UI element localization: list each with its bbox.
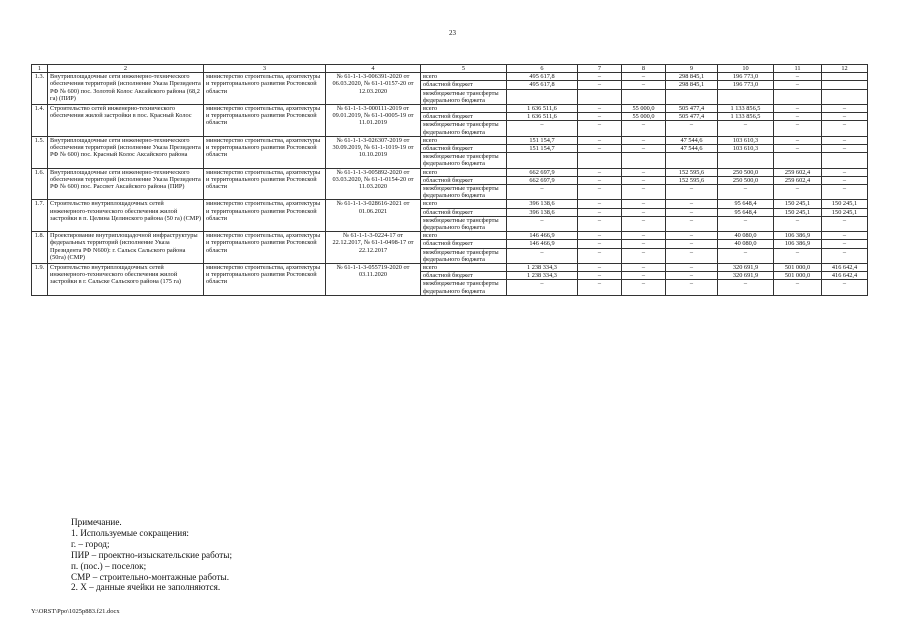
amount-cell: –: [718, 185, 774, 200]
amount-cell: –: [822, 240, 868, 248]
funding-source-cell: межбюджетные трансферты федерального бюджета: [421, 89, 507, 104]
amount-cell: 150 245,1: [822, 208, 868, 216]
funding-source-cell: областной бюджет: [421, 176, 507, 184]
amount-cell: 1 238 334,3: [507, 264, 578, 272]
amount-cell: 1 636 511,6: [507, 105, 578, 113]
funding-source-cell: межбюджетные трансферты федерального бюджета: [421, 185, 507, 200]
amount-cell: –: [578, 73, 622, 81]
item-number-cell: 1.3.: [32, 73, 48, 105]
funding-source-cell: межбюджетные трансферты федерального бюджета: [421, 121, 507, 136]
funding-source-cell: межбюджетные трансферты федерального бюджета: [421, 280, 507, 295]
amount-cell: [578, 89, 622, 104]
amount-cell: –: [822, 105, 868, 113]
ministry-cell: министерство строительства, архитектуры и территориального развития Ростовской области: [204, 73, 326, 105]
amount-cell: 250 500,0: [718, 176, 774, 184]
funding-source-cell: областной бюджет: [421, 208, 507, 216]
amount-cell: –: [578, 176, 622, 184]
amount-cell: 1 238 334,3: [507, 272, 578, 280]
amount-cell: 150 245,1: [822, 200, 868, 208]
document-cell: № 61-1-1-3-005892-2020 от 03.03.2020, № 61-1-0154-20 от 11.03.2020: [326, 168, 421, 200]
amount-cell: –: [578, 185, 622, 200]
column-header: 2: [48, 65, 204, 73]
item-number-cell: 1.8.: [32, 232, 48, 264]
ministry-cell: министерство строительства, архитектуры и территориального развития Ростовской области: [204, 105, 326, 137]
amount-cell: 106 386,9: [774, 240, 822, 248]
amount-cell: –: [578, 248, 622, 263]
amount-cell: –: [622, 168, 666, 176]
amount-cell: [774, 89, 822, 104]
amount-cell: –: [578, 145, 622, 153]
amount-cell: –: [622, 208, 666, 216]
amount-cell: 55 000,0: [622, 105, 666, 113]
funding-source-cell: областной бюджет: [421, 81, 507, 89]
ministry-cell: министерство строительства, архитектуры и территориального развития Ростовской области: [204, 232, 326, 264]
amount-cell: –: [822, 248, 868, 263]
note-line: п. (пос.) – поселок;: [71, 560, 147, 571]
amount-cell: 1 636 511,6: [507, 113, 578, 121]
amount-cell: –: [578, 240, 622, 248]
amount-cell: –: [666, 248, 718, 263]
amount-cell: –: [622, 200, 666, 208]
column-header: 9: [666, 65, 718, 73]
amount-cell: –: [666, 121, 718, 136]
amount-cell: –: [578, 121, 622, 136]
amount-cell: 505 477,4: [666, 113, 718, 121]
amount-cell: 259 602,4: [774, 168, 822, 176]
amount-cell: [822, 81, 868, 89]
note-block: [71, 517, 232, 593]
amount-cell: 396 138,6: [507, 208, 578, 216]
amount-cell: [622, 89, 666, 104]
amount-cell: –: [622, 136, 666, 144]
funding-source-cell: областной бюджет: [421, 145, 507, 153]
amount-cell: –: [578, 168, 622, 176]
funding-source-cell: областной бюджет: [421, 272, 507, 280]
amount-cell: –: [578, 264, 622, 272]
amount-cell: 662 697,9: [507, 176, 578, 184]
amount-cell: –: [666, 264, 718, 272]
amount-cell: [507, 153, 578, 168]
note-line: СМР – строительно-монтажные работы.: [71, 571, 229, 582]
amount-cell: –: [578, 200, 622, 208]
column-header: 4: [326, 65, 421, 73]
amount-cell: –: [822, 168, 868, 176]
amount-cell: –: [578, 81, 622, 89]
amount-cell: 396 138,6: [507, 200, 578, 208]
amount-cell: –: [774, 105, 822, 113]
table-row: [32, 232, 868, 240]
amount-cell: –: [578, 216, 622, 231]
amount-cell: 501 000,0: [774, 264, 822, 272]
amount-cell: 103 610,3: [718, 136, 774, 144]
amount-cell: –: [822, 185, 868, 200]
amount-cell: –: [622, 272, 666, 280]
table-row: [32, 264, 868, 272]
ministry-cell: министерство строительства, архитектуры и территориального развития Ростовской области: [204, 200, 326, 232]
amount-cell: –: [774, 145, 822, 153]
amount-cell: 106 386,9: [774, 232, 822, 240]
item-number-cell: 1.5.: [32, 136, 48, 168]
funding-source-cell: всего: [421, 168, 507, 176]
amount-cell: 1 133 856,5: [718, 105, 774, 113]
amount-cell: 146 466,9: [507, 240, 578, 248]
item-name-cell: Строительство сетей инженерно-технического обеспечения жилой застройки в пос. Красный Колос: [48, 105, 204, 137]
amount-cell: –: [622, 176, 666, 184]
table-row: [32, 200, 868, 208]
amount-cell: –: [774, 136, 822, 144]
amount-cell: –: [666, 200, 718, 208]
amount-cell: [666, 153, 718, 168]
item-number-cell: 1.6.: [32, 168, 48, 200]
amount-cell: –: [622, 73, 666, 81]
budget-table: [31, 64, 868, 296]
amount-cell: 196 773,0: [718, 73, 774, 81]
amount-cell: –: [718, 121, 774, 136]
note-line: г. – город;: [71, 538, 110, 549]
funding-source-cell: межбюджетные трансферты федерального бюджета: [421, 153, 507, 168]
amount-cell: 47 544,6: [666, 136, 718, 144]
column-header: 8: [622, 65, 666, 73]
amount-cell: 320 691,9: [718, 264, 774, 272]
document-cell: № 61-1-1-3-000111-2019 от 09.01.2019, № 61-1-0005-19 от 11.01.2019: [326, 105, 421, 137]
amount-cell: –: [666, 272, 718, 280]
amount-cell: –: [507, 248, 578, 263]
item-name-cell: Внутриплощадочные сети инженерно-технического обеспечения территорий (исполнение Указа Президента РФ № 600) пос. Красный Колос Аксайского района: [48, 136, 204, 168]
amount-cell: 151 154,7: [507, 136, 578, 144]
column-header: 3: [204, 65, 326, 73]
amount-cell: –: [774, 81, 822, 89]
item-number-cell: 1.7.: [32, 200, 48, 232]
amount-cell: 55 000,0: [622, 113, 666, 121]
amount-cell: –: [622, 145, 666, 153]
column-header: 11: [774, 65, 822, 73]
amount-cell: 495 617,8: [507, 73, 578, 81]
amount-cell: –: [774, 185, 822, 200]
amount-cell: 146 466,9: [507, 232, 578, 240]
amount-cell: 320 691,9: [718, 272, 774, 280]
funding-source-cell: межбюджетные трансферты федерального бюджета: [421, 216, 507, 231]
amount-cell: –: [774, 280, 822, 295]
column-header: 5: [421, 65, 507, 73]
amount-cell: 416 642,4: [822, 272, 868, 280]
table-row: [32, 105, 868, 113]
funding-source-cell: всего: [421, 200, 507, 208]
note-line: 1. Используемые сокращения:: [71, 527, 189, 538]
item-number-cell: 1.4.: [32, 105, 48, 137]
column-header: 6: [507, 65, 578, 73]
amount-cell: –: [774, 216, 822, 231]
column-header: 1: [32, 65, 48, 73]
amount-cell: –: [622, 121, 666, 136]
amount-cell: –: [822, 232, 868, 240]
table-row: [32, 73, 868, 81]
amount-cell: [822, 89, 868, 104]
amount-cell: –: [666, 216, 718, 231]
amount-cell: [774, 153, 822, 168]
amount-cell: –: [666, 185, 718, 200]
item-name-cell: Внутриплощадочные сети инженерно-технического обеспечения территорий (исполнение Указа Президента РФ № 600) пос. Рассвет Аксайского района (ПИР): [48, 168, 204, 200]
amount-cell: [718, 153, 774, 168]
item-name-cell: Внутриплощадочные сети инженерно-технического обеспечения территорий (исполнение Указа Президента РФ № 600) пос. Золотой Колос Аксайского района (68,2 га) (ПИР): [48, 73, 204, 105]
column-header: 12: [822, 65, 868, 73]
amount-cell: 103 610,3: [718, 145, 774, 153]
amount-cell: 501 000,0: [774, 272, 822, 280]
amount-cell: 95 648,4: [718, 200, 774, 208]
header-row: [32, 65, 868, 73]
item-name-cell: Проектирование внутриплощадочной инфраструктуры федеральных территорий (исполнение Указа Президента РФ N600): г. Сальск Сальского района (50га) (СМР): [48, 232, 204, 264]
note-line: 2. Х – данные ячейки не заполняются.: [71, 582, 221, 593]
amount-cell: 40 080,0: [718, 232, 774, 240]
amount-cell: –: [822, 136, 868, 144]
table-row: [32, 168, 868, 176]
amount-cell: 298 845,1: [666, 73, 718, 81]
column-header: 7: [578, 65, 622, 73]
amount-cell: –: [622, 185, 666, 200]
item-name-cell: Строительство внутриплощадочных сетей инженерного-технического обеспечения жилой застройки в г. Сальске Сальского района (175 га): [48, 264, 204, 296]
amount-cell: 152 595,6: [666, 168, 718, 176]
amount-cell: –: [718, 248, 774, 263]
funding-source-cell: всего: [421, 105, 507, 113]
amount-cell: –: [578, 280, 622, 295]
amount-cell: 259 602,4: [774, 176, 822, 184]
amount-cell: 152 595,6: [666, 176, 718, 184]
amount-cell: –: [578, 136, 622, 144]
amount-cell: 416 642,4: [822, 264, 868, 272]
ministry-cell: министерство строительства, архитектуры и территориального развития Ростовской области: [204, 168, 326, 200]
funding-source-cell: областной бюджет: [421, 240, 507, 248]
amount-cell: –: [622, 240, 666, 248]
amount-cell: –: [822, 121, 868, 136]
item-name-cell: Строительство внутриплощадочных сетей инженерного-технического обеспечения жилой застройки в п. Целина Целинского района (50 га) (СМР): [48, 200, 204, 232]
amount-cell: –: [578, 272, 622, 280]
amount-cell: –: [507, 185, 578, 200]
amount-cell: –: [666, 232, 718, 240]
item-number-cell: 1.9.: [32, 264, 48, 296]
amount-cell: –: [622, 264, 666, 272]
funding-source-cell: всего: [421, 136, 507, 144]
amount-cell: –: [622, 81, 666, 89]
amount-cell: –: [622, 232, 666, 240]
amount-cell: 150 245,1: [774, 200, 822, 208]
table-row: [32, 136, 868, 144]
amount-cell: –: [578, 232, 622, 240]
ministry-cell: министерство строительства, архитектуры и территориального развития Ростовской области: [204, 264, 326, 296]
amount-cell: [507, 89, 578, 104]
amount-cell: –: [718, 280, 774, 295]
amount-cell: 662 697,9: [507, 168, 578, 176]
amount-cell: –: [774, 73, 822, 81]
column-header: 10: [718, 65, 774, 73]
amount-cell: 495 617,8: [507, 81, 578, 89]
amount-cell: –: [774, 113, 822, 121]
amount-cell: 40 080,0: [718, 240, 774, 248]
amount-cell: –: [822, 145, 868, 153]
amount-cell: –: [822, 176, 868, 184]
amount-cell: [666, 89, 718, 104]
amount-cell: –: [507, 216, 578, 231]
funding-source-cell: межбюджетные трансферты федерального бюджета: [421, 248, 507, 263]
document-cell: № 61-1-1-3-006391-2020 от 06.03.2020, № 61-1-0157-20 от 12.03.2020: [326, 73, 421, 105]
amount-cell: [822, 153, 868, 168]
amount-cell: –: [822, 113, 868, 121]
amount-cell: 196 773,0: [718, 81, 774, 89]
page-number: 23: [449, 29, 456, 37]
amount-cell: 505 477,4: [666, 105, 718, 113]
amount-cell: 298 845,1: [666, 81, 718, 89]
funding-source-cell: всего: [421, 264, 507, 272]
amount-cell: –: [666, 208, 718, 216]
amount-cell: –: [578, 113, 622, 121]
amount-cell: [822, 73, 868, 81]
ministry-cell: министерство строительства, архитектуры и территориального развития Ростовской области: [204, 136, 326, 168]
funding-source-cell: областной бюджет: [421, 113, 507, 121]
document-cell: № 61-1-1-3-026307-2019 от 30.09.2019, № 61-1-1019-19 от 10.10.2019: [326, 136, 421, 168]
amount-cell: –: [578, 208, 622, 216]
amount-cell: –: [622, 248, 666, 263]
amount-cell: 47 544,6: [666, 145, 718, 153]
amount-cell: –: [666, 280, 718, 295]
document-cell: № 61-1-1-3-055719-2020 от 03.11.2020: [326, 264, 421, 296]
amount-cell: –: [666, 240, 718, 248]
document-cell: № 61-1-1-3-028616-2021 от 01.06.2021: [326, 200, 421, 232]
document-cell: № 61-1-1-3-0224-17 от 22.12.2017, № 61-1-0498-17 от 22.12.2017: [326, 232, 421, 264]
amount-cell: 250 500,0: [718, 168, 774, 176]
amount-cell: [578, 153, 622, 168]
amount-cell: –: [718, 216, 774, 231]
amount-cell: –: [622, 216, 666, 231]
funding-source-cell: всего: [421, 73, 507, 81]
amount-cell: [718, 89, 774, 104]
amount-cell: –: [622, 280, 666, 295]
amount-cell: –: [507, 280, 578, 295]
amount-cell: –: [578, 105, 622, 113]
file-path-footer: Y:\ORST\Ppo\1025p883.f21.docx: [31, 608, 120, 615]
amount-cell: –: [774, 248, 822, 263]
amount-cell: 151 154,7: [507, 145, 578, 153]
amount-cell: 150 245,1: [774, 208, 822, 216]
amount-cell: [622, 153, 666, 168]
funding-source-cell: всего: [421, 232, 507, 240]
amount-cell: –: [822, 280, 868, 295]
amount-cell: –: [774, 121, 822, 136]
amount-cell: 95 648,4: [718, 208, 774, 216]
note-line: ПИР – проектно-изыскательские работы;: [71, 549, 233, 560]
amount-cell: –: [822, 216, 868, 231]
amount-cell: –: [507, 121, 578, 136]
note-title: Примечание.: [71, 517, 122, 527]
amount-cell: 1 133 856,5: [718, 113, 774, 121]
